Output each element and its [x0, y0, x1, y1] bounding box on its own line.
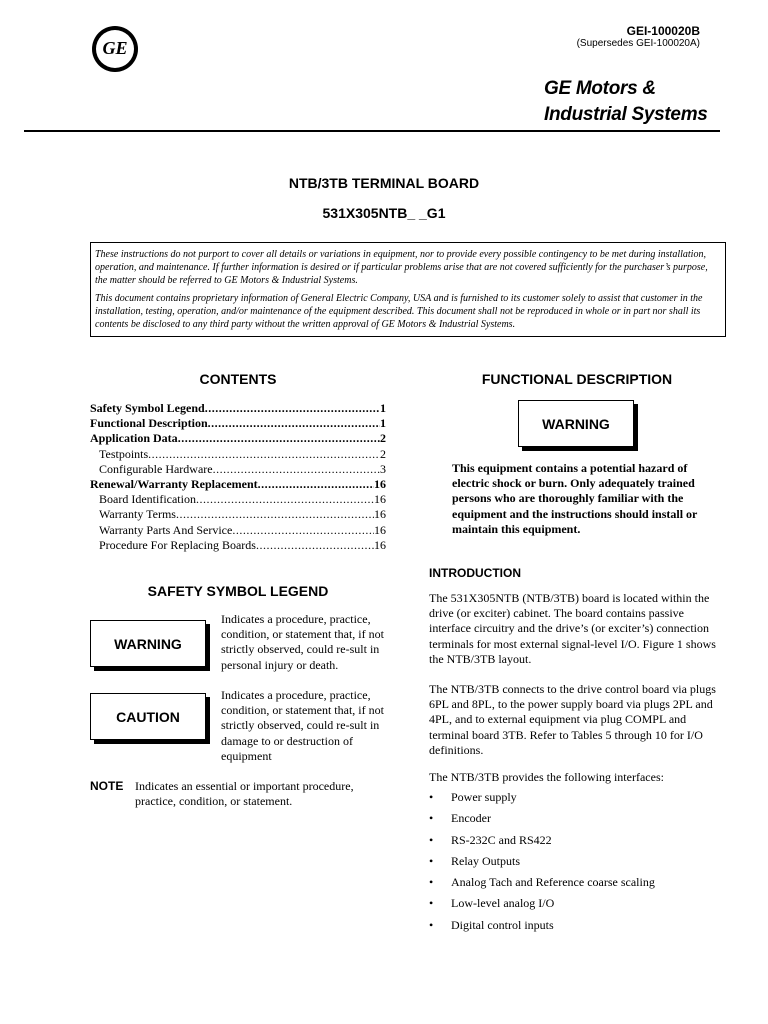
contents-heading: CONTENTS: [199, 371, 277, 387]
bullet-icon: •: [429, 896, 434, 911]
disclaimer-box: [90, 242, 726, 337]
interfaces-list: [429, 790, 725, 939]
toc-page: 16: [374, 522, 386, 537]
bullet-icon: •: [429, 853, 434, 868]
document-number: GEI-100020B: [626, 24, 700, 38]
toc-label: Functional Description: [90, 416, 208, 431]
list-item: • Low-level analog I/O: [429, 896, 555, 911]
legend-caution-box: CAUTION: [90, 693, 206, 740]
toc-label: Application Data: [90, 431, 178, 446]
disclaimer-paragraph-2: This document contains proprietary information of General Electric Company, USA and is furnished to its customer solely to assist that customer in the installation, testing, operation, and/or maintenance of the equipment described. This document shall not be reproduced in whole or in part nor shall its contents be disclosed to any third party without the written approval of GE Motors & Industrial Systems.: [95, 293, 703, 330]
table-of-contents: [90, 401, 386, 553]
bullet-icon: •: [429, 790, 434, 804]
toc-page: 16: [374, 537, 386, 552]
legend-warning-text: Indicates a procedure, practice, condition, or statement that, if not strictly observed, could re-sult in personal injury or death.: [221, 612, 384, 672]
toc-page: 1: [380, 401, 386, 415]
part-number-title: 531X305NTB_ _G1: [322, 205, 446, 221]
toc-label: Warranty Parts And Service: [99, 522, 233, 537]
functional-warning-box: WARNING: [518, 400, 634, 447]
legend-warning-box: WARNING: [90, 620, 206, 667]
bullet-icon: •: [429, 917, 434, 932]
company-name-line1: GE Motors &: [544, 78, 656, 99]
toc-page: 16: [374, 477, 386, 492]
toc-entry-configurable-hardware[interactable]: [90, 462, 386, 477]
toc-page: 2: [380, 446, 386, 461]
list-item: • Analog Tach and Reference coarse scaling: [429, 875, 655, 890]
functional-warning-text: This equipment contains a potential hazard of electric shock or burn. Only adequately trained persons who are thoroughly familiar with the equipment and the instructions should install or maintain this equipment.: [452, 461, 698, 536]
supersedes-note: (Supersedes GEI-100020A): [576, 38, 700, 49]
toc-label: Board Identification: [99, 492, 196, 507]
ge-logo: [92, 26, 138, 72]
disclaimer-paragraph-1: These instructions do not purport to cover all details or variations in equipment, nor to provide every possible contingency to be met during installation, operation, and maintenance. If further information is desired or if particular problems arise that are not covered sufficiently for the purchaser’s purpose, the matter should be referred to GE Motors & Industrial Systems.: [95, 249, 708, 286]
toc-entry-functional-description[interactable]: [90, 416, 386, 431]
toc-page: 1: [380, 416, 386, 431]
toc-page: 16: [374, 492, 386, 507]
document-title: NTB/3TB TERMINAL BOARD: [288, 175, 480, 191]
list-item: • Digital control inputs: [429, 917, 554, 932]
ge-logo-inner: [96, 30, 134, 68]
toc-label: Configurable Hardware: [99, 461, 213, 476]
toc-page: 3: [380, 461, 386, 476]
toc-entry-renewal-warranty-replacement[interactable]: [90, 477, 386, 492]
toc-entry-testpoints[interactable]: [90, 447, 386, 462]
introduction-paragraph-3: The NTB/3TB provides the following interfaces:: [429, 770, 664, 784]
toc-label: Warranty Terms: [99, 507, 176, 522]
header-rule: [24, 130, 720, 132]
list-item: • RS-232C and RS422: [429, 832, 552, 847]
functional-description-heading: FUNCTIONAL DESCRIPTION: [481, 371, 673, 387]
list-item: • Encoder: [429, 811, 491, 826]
bullet-icon: •: [429, 811, 434, 826]
toc-page: 16: [374, 507, 386, 522]
toc-entry-procedure-for-replacing-boards[interactable]: [90, 538, 386, 553]
toc-label: Renewal/Warranty Replacement: [90, 477, 258, 492]
toc-label: Procedure For Replacing Boards: [99, 537, 256, 552]
ge-logo-text: GE: [102, 38, 128, 58]
toc-page: 2: [380, 431, 386, 446]
introduction-paragraph-2: The NTB/3TB connects to the drive control board via plugs 6PL and 8PL, to the power supply board via plugs 2PL and 4PL, and to external equipment via plug COMPL and terminal board 3TB. Refer to Tables 5 through 10 for I/O definitions.: [429, 682, 716, 757]
note-text: Indicates an essential or important procedure, practice, condition, or statement.: [135, 779, 354, 809]
introduction-heading: INTRODUCTION: [429, 566, 521, 580]
list-item: • Power supply: [429, 790, 517, 804]
toc-label: Safety Symbol Legend: [90, 401, 205, 415]
legend-caution-text: Indicates a procedure, practice, condition, or statement that, if not strictly observed, could re-sult in damage to or destruction of equipment: [221, 688, 384, 763]
list-item: • Relay Outputs: [429, 853, 520, 868]
company-name: [544, 76, 708, 128]
company-name-line2: Industrial Systems: [544, 104, 708, 125]
bullet-icon: •: [429, 875, 434, 890]
toc-label: Testpoints: [99, 446, 149, 461]
safety-legend-heading: SAFETY SYMBOL LEGEND: [147, 583, 329, 599]
note-label: NOTE: [90, 779, 124, 793]
toc-entry-warranty-parts-and-service[interactable]: [90, 523, 386, 538]
toc-entry-board-identification[interactable]: [90, 492, 386, 507]
introduction-paragraph-1: The 531X305NTB (NTB/3TB) board is located within the drive (or exciter) cabinet. The board contains passive interface circuitry and the drive’s (or exciter’s) connection terminals for most external signal-level I/O. Figure 1 shows the NTB/3TB layout.: [429, 591, 716, 666]
toc-entry-warranty-terms[interactable]: [90, 507, 386, 522]
bullet-icon: •: [429, 832, 434, 847]
toc-entry-safety-symbol-legend[interactable]: [90, 401, 386, 416]
toc-entry-application-data[interactable]: [90, 431, 386, 446]
